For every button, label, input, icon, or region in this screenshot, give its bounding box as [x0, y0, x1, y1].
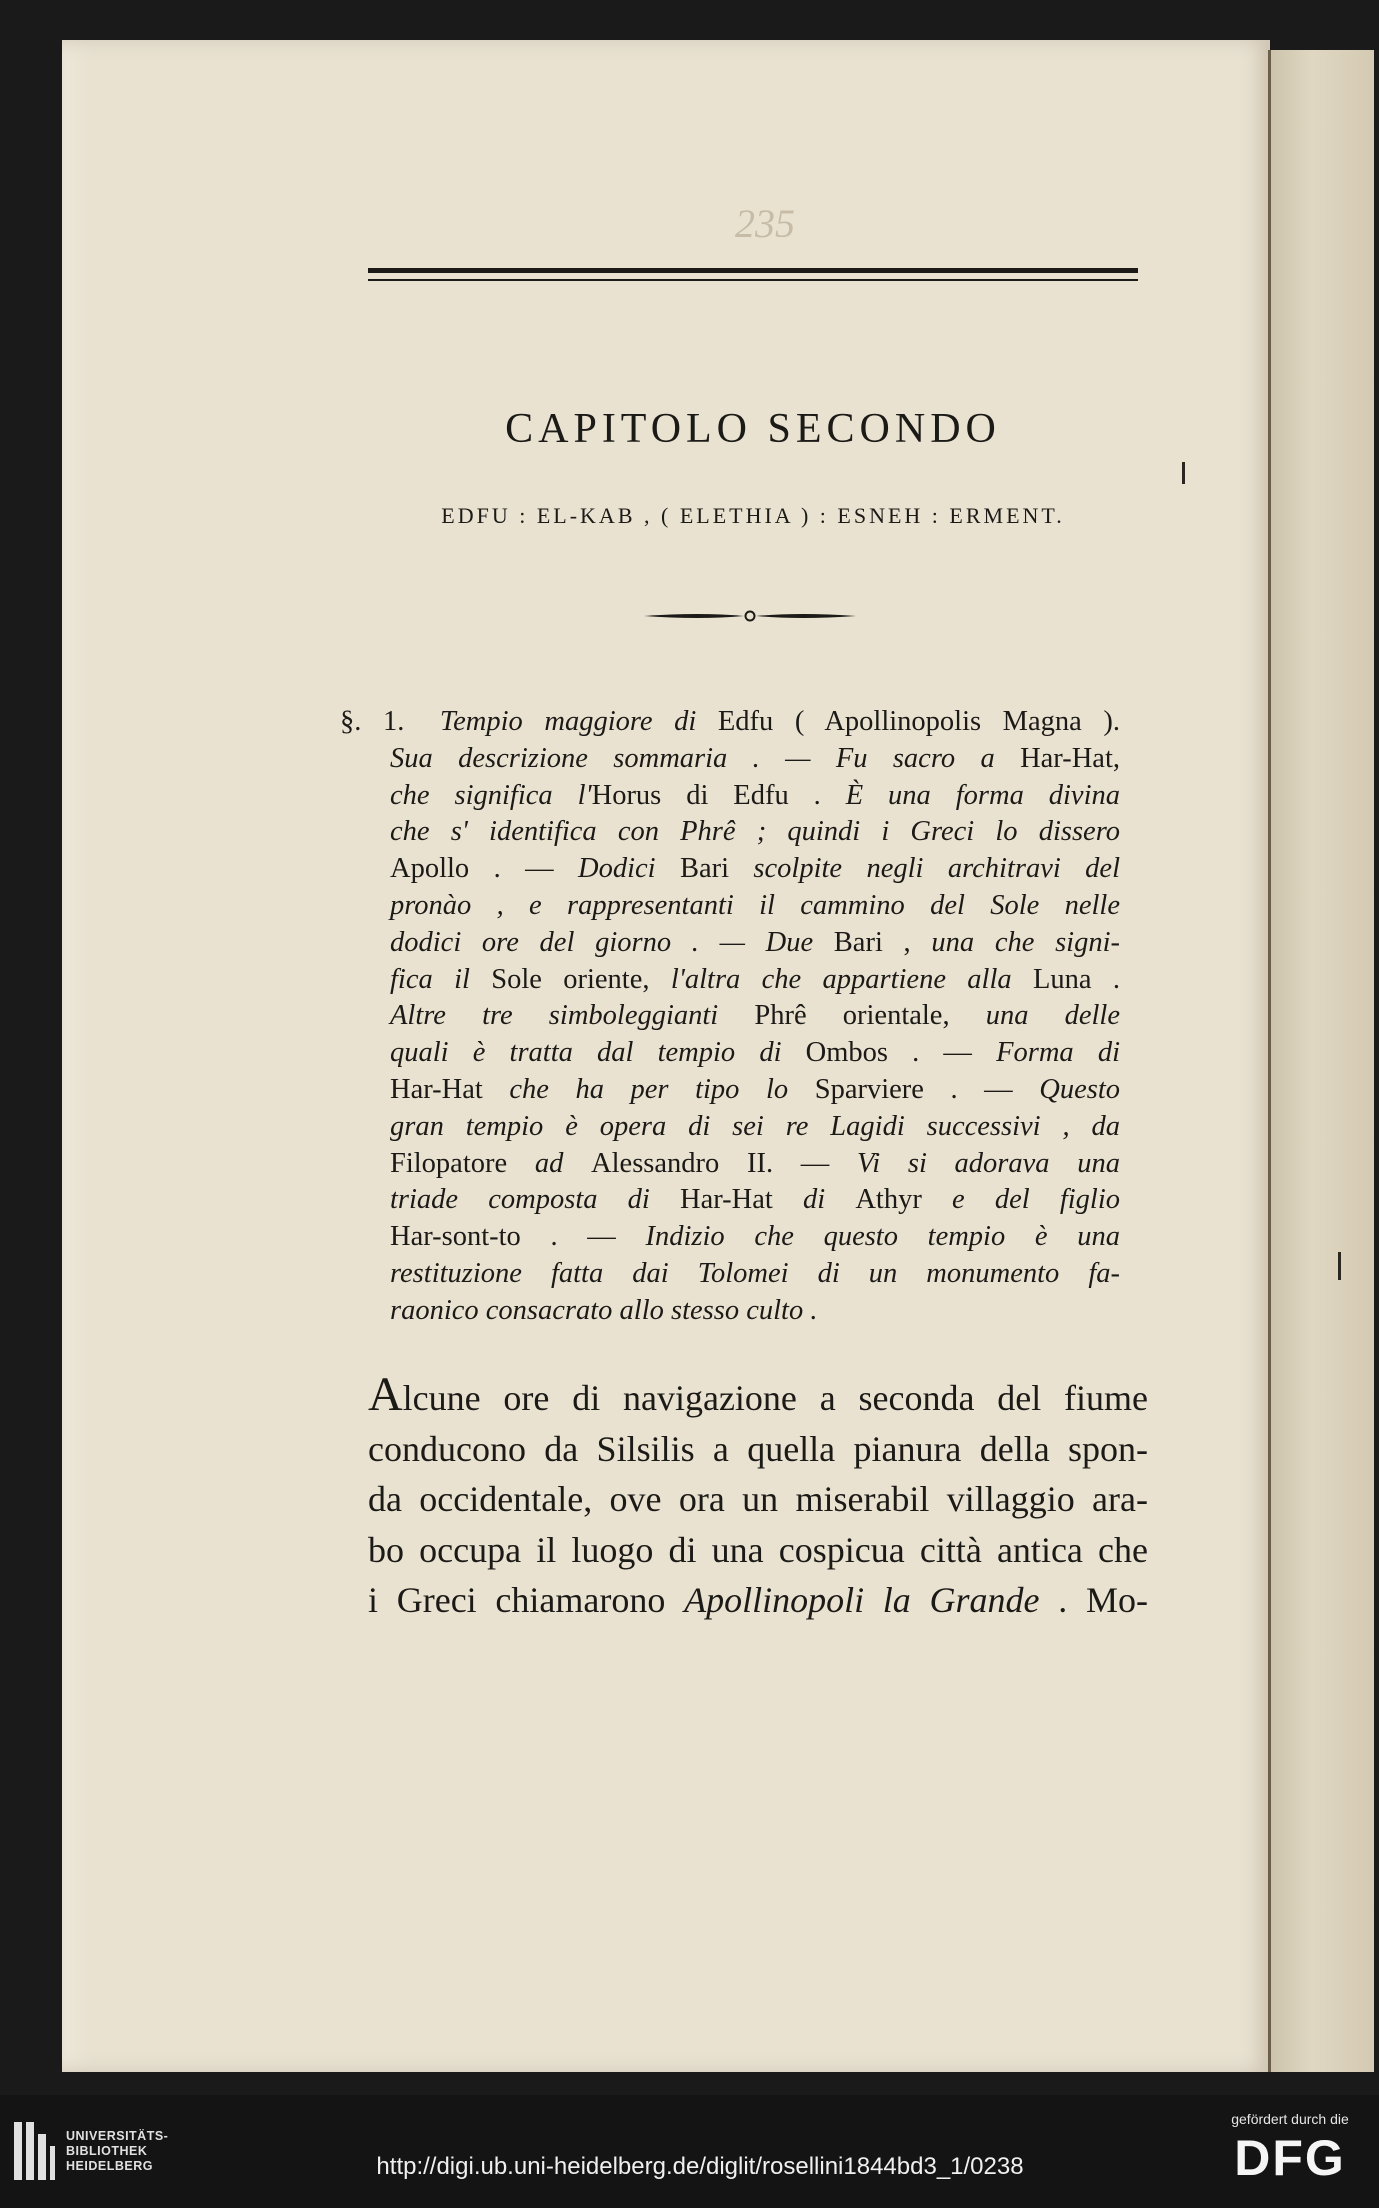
- text-run: l'altra che appartiene alla: [670, 963, 1033, 995]
- text-run: Ombos . —: [805, 1037, 997, 1069]
- summary-line: [390, 1219, 1120, 1256]
- university-seal-icon: [12, 2120, 56, 2182]
- text-run: una che signi-: [931, 926, 1120, 958]
- summary-line: [390, 1072, 1120, 1109]
- text-run: Sua descrizione sommaria . — Fu sacro a: [390, 742, 1021, 774]
- text-run: Tempio maggiore: [439, 706, 675, 737]
- text-run: i Greci chiamarono: [368, 1580, 685, 1620]
- text-run: Alessandro II. —: [591, 1147, 857, 1179]
- text-run: gran tempio è opera di sei re Lagidi successivi , da: [390, 1110, 1120, 1142]
- summary-line: [390, 998, 1120, 1035]
- text-run: Bari ,: [833, 926, 932, 958]
- text-run: che significa: [390, 779, 578, 811]
- dfg-logo-icon: DFG: [1234, 2130, 1346, 2186]
- text-run: da occidentale, ove ora un miserabil villaggio ara-: [368, 1479, 1148, 1519]
- page-gutter: [1268, 50, 1271, 2072]
- header-rule-thin: [368, 279, 1138, 281]
- summary-line: [390, 1035, 1120, 1072]
- text-run: quali è tratta dal tempio di: [390, 1037, 806, 1069]
- text-run: Sole oriente,: [491, 963, 671, 995]
- text-run: Altre tre simboleggianti: [390, 1000, 755, 1032]
- summary-line: [390, 778, 1120, 815]
- text-run: bo occupa il luogo di una cospicua città antica che: [368, 1529, 1148, 1570]
- text-run: Edfu ( Apollinopolis Magna ).: [717, 706, 1121, 737]
- drop-cap: A: [368, 1368, 403, 1421]
- body-line: [368, 1370, 1148, 1424]
- summary-line: [390, 888, 1120, 925]
- scan-mark: [1182, 462, 1185, 484]
- text-run: Har-Hat: [390, 1073, 510, 1105]
- text-run: Phrê orientale,: [754, 1000, 986, 1032]
- text-run: Bari: [679, 853, 754, 885]
- funder-logo[interactable]: [1215, 2111, 1365, 2185]
- body-paragraph: [368, 1370, 1148, 1626]
- text-run: Har-sont-to . —: [390, 1221, 646, 1253]
- section-mark: §. 1.: [340, 706, 426, 737]
- text-run: Forma di: [996, 1037, 1120, 1069]
- library-logo[interactable]: [12, 2120, 168, 2182]
- library-name: UNIVERSITÄTS- BIBLIOTHEK HEIDELBERG: [66, 2128, 169, 2173]
- footer-bar: [0, 2095, 1379, 2208]
- text-run: Indizio che questo tempio è una: [645, 1221, 1120, 1253]
- text-run: l': [577, 779, 592, 811]
- scan-mark: [1338, 1252, 1341, 1280]
- summary-line: [390, 741, 1120, 778]
- text-run: Dodici: [577, 853, 680, 885]
- text-run: che s' identifica con Phrê ; quindi i Greci lo dissero: [390, 816, 1120, 848]
- text-run: Vi si adorava una: [856, 1147, 1120, 1179]
- body-line: [368, 1424, 1148, 1475]
- funder-caption: gefördert durch die: [1231, 2111, 1349, 2127]
- text-run: lcune ore di navigazione a seconda del fiume: [402, 1378, 1148, 1418]
- summary-line: [390, 851, 1120, 888]
- chapter-title: CAPITOLO SECONDO: [505, 406, 1001, 452]
- text-run: Sparviere . —: [814, 1073, 1040, 1105]
- text-run: ad: [534, 1147, 592, 1179]
- text-run: Luna .: [1032, 963, 1121, 995]
- text-run: Questo: [1039, 1073, 1121, 1105]
- text-run: Filopatore: [390, 1147, 535, 1179]
- summary-line: [390, 962, 1120, 999]
- text-run: una delle: [985, 1000, 1120, 1032]
- text-run: Horus di Edfu .: [591, 779, 846, 811]
- chapter-subtitle: EDFU : EL-KAB , ( ELETHIA ) : ESNEH : ERMENT.: [441, 503, 1065, 528]
- body-line: [368, 1474, 1148, 1525]
- text-run: conducono da Silsilis a quella pianura della spon-: [368, 1428, 1148, 1469]
- summary-line: [390, 1293, 1120, 1330]
- text-run: di: [674, 706, 718, 737]
- summary-line: [390, 1109, 1120, 1146]
- text-run: scolpite negli architravi del: [753, 853, 1120, 885]
- summary-line: [340, 704, 1121, 741]
- text-run: Apollinopoli la Grande: [684, 1580, 1059, 1620]
- text-run: pronào , e rappresentanti il cammino del Sole nelle: [390, 889, 1120, 921]
- summary-line: [390, 925, 1120, 962]
- text-run: che ha per tipo lo: [509, 1073, 815, 1105]
- source-url-link[interactable]: http://digi.ub.uni-heidelberg.de/diglit/rosellini1844bd3_1/0238: [376, 2153, 1024, 2180]
- text-run: triade composta di: [390, 1184, 681, 1216]
- summary-line: [390, 814, 1120, 851]
- text-run: e del figlio: [952, 1184, 1120, 1216]
- body-line: [368, 1575, 1148, 1626]
- summary-line: [390, 1146, 1120, 1183]
- text-run: Athyr: [855, 1184, 952, 1216]
- header-rule: [368, 268, 1138, 273]
- chapter-summary: [340, 704, 1121, 1330]
- text-run: . Mo-: [1058, 1580, 1148, 1620]
- summary-line: [390, 1256, 1120, 1293]
- text-run: È una forma divina: [845, 779, 1120, 811]
- summary-line: [390, 1182, 1120, 1219]
- text-run: Apollo . —: [390, 853, 578, 885]
- ornament-divider-icon: [640, 608, 860, 624]
- text-run: restituzione fatta dai Tolomei di un monumento fa-: [390, 1257, 1120, 1289]
- page-number: 235: [735, 201, 795, 246]
- text-run: Har-Hat: [680, 1184, 803, 1216]
- text-run: Har-Hat,: [1020, 742, 1120, 774]
- body-line: [368, 1525, 1148, 1576]
- text-run: di: [802, 1184, 856, 1216]
- text-run: fica il: [390, 963, 492, 995]
- text-run: raonico consacrato allo stesso culto .: [390, 1294, 818, 1326]
- text-run: dodici ore del giorno . — Due: [390, 926, 834, 958]
- facing-page-edge: [1270, 50, 1374, 2072]
